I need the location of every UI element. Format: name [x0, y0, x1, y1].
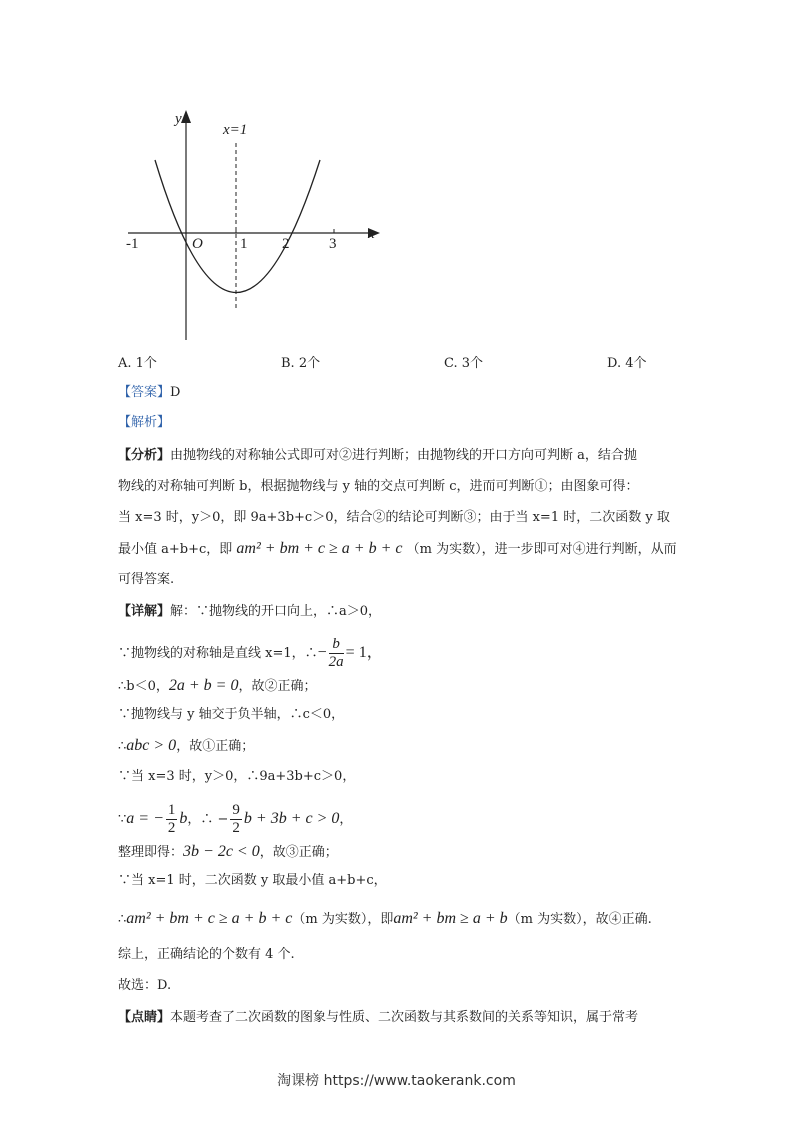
- fenxi-tag: 【分析】: [118, 448, 171, 463]
- fenxi-line-4: [118, 539, 677, 560]
- dianjing-line: [118, 1008, 638, 1028]
- y-axis-label: y: [175, 111, 182, 127]
- parabola-curve: [155, 160, 320, 293]
- fenxi-text-1: 由抛物线的对称轴公式即可对②进行判断；由抛物线的开口方向可判断 a，结合抛: [170, 448, 637, 463]
- dianjing-tag: 【点睛】: [118, 1010, 171, 1025]
- dianjing-text: 本题考查了二次函数的图象与性质、二次函数与其系数间的关系等知识，属于常考: [170, 1010, 639, 1025]
- answer-line: [118, 383, 180, 403]
- fenxi-text-4b: （m 为实数），进一步即可对④进行判断，从而: [406, 542, 677, 557]
- symmetry-line-label: x=1: [223, 122, 248, 138]
- choice-d: D. 4个: [607, 356, 647, 371]
- fraction-nine-halves: $\frac{9}{2}$: [232, 802, 240, 836]
- detail-line-12: 故选：D.: [118, 978, 172, 993]
- fenxi-line-3: 当 x=3 时，y＞0，即 9a+3b+c＞0，结合②的结论可判断③；由于当 x=1 时，二次函数 y 取: [118, 510, 670, 525]
- tick-label-2: 2: [282, 236, 290, 252]
- detail-line-1: [118, 602, 381, 622]
- fenxi-inequality: am² + bm + c ≥ a + b + c: [236, 540, 403, 557]
- y-axis-arrow: [181, 110, 191, 123]
- fenxi-text-4: 最小值 a+b+c，即: [118, 542, 233, 557]
- detail-text-2: ∵抛物线的对称轴是直线 x=1，∴: [118, 646, 318, 661]
- origin-label: O: [192, 236, 203, 252]
- fraction-b-over-2a: $\frac{b}{2a}$: [328, 636, 344, 670]
- detail-text-1: 解：∵抛物线的开口向上，∴a＞0，: [170, 604, 382, 619]
- tick-label-1: 1: [240, 236, 248, 252]
- footer-watermark: 淘课榜 https://www.taokerank.com: [277, 1073, 516, 1089]
- answer-tag: 【答案】: [118, 385, 171, 400]
- ineq-am2-full: am² + bm + c ≥ a + b + c: [126, 910, 293, 927]
- eq-2a-plus-b: 2a + b = 0: [168, 677, 239, 694]
- detail-line-10: ∴am² + bm + c ≥ a + b + c（m 为实数），即am² + bm ≥ a + b（m 为实数），故④正确.: [118, 910, 652, 927]
- detail-line-8: 整理即得：3b − 2c < 0，故③正确；: [118, 843, 338, 860]
- fraction-one-half: $\frac{1}{2}$: [167, 802, 176, 836]
- detail-line-2: ∵抛物线的对称轴是直线 x=1，∴− $\frac{b}{2a}$ = 1，: [118, 636, 383, 670]
- detail-line-3: ∴b＜0，2a + b = 0，故②正确；: [118, 677, 317, 694]
- tick-label-3: 3: [329, 236, 337, 252]
- fenxi-line-1: [118, 446, 637, 466]
- ineq-3b-2c: 3b − 2c < 0: [183, 843, 260, 860]
- choice-c: C. 3个: [444, 356, 484, 371]
- choice-b: B. 2个: [281, 356, 321, 371]
- x-axis-label: x: [368, 226, 375, 242]
- detail-eq-one: = 1，: [345, 644, 383, 661]
- detail-line-11: 综上，正确结论的个数有 4 个.: [118, 947, 295, 962]
- detail-line-7: ∵a = − $\frac{1}{2}$ b，∴ − $\frac{9}{2}$ b + 3b + c > 0，: [118, 802, 353, 836]
- detail-tag: 【详解】: [118, 604, 171, 619]
- detail-line-5: ∴abc > 0，故①正确；: [118, 737, 255, 754]
- detail-line-6: ∵当 x=3 时，y＞0，∴9a+3b+c＞0，: [118, 769, 356, 784]
- detail-line-4: ∵抛物线与 y 轴交于负半轴，∴c＜0，: [118, 707, 345, 722]
- ineq-am2-simplified: am² + bm ≥ a + b: [393, 910, 508, 927]
- tick-label-neg1: -1: [126, 236, 139, 252]
- choice-a: A. 1个: [118, 356, 157, 371]
- analysis-tag: 【解析】: [118, 415, 171, 430]
- ineq-abc: abc > 0: [126, 737, 177, 754]
- detail-line-9: ∵当 x=1 时，二次函数 y 取最小值 a+b+c，: [118, 873, 387, 888]
- answer-value: D: [170, 385, 181, 400]
- analysis-heading: [118, 413, 170, 433]
- parabola-graph: [118, 105, 393, 350]
- fenxi-line-2: 物线的对称轴可判断 b，根据抛物线与 y 轴的交点可判断 c，进而可判断①；由图象可得：: [118, 479, 639, 494]
- parabola-figure: [118, 105, 393, 350]
- fenxi-line-5: 可得答案.: [118, 572, 175, 587]
